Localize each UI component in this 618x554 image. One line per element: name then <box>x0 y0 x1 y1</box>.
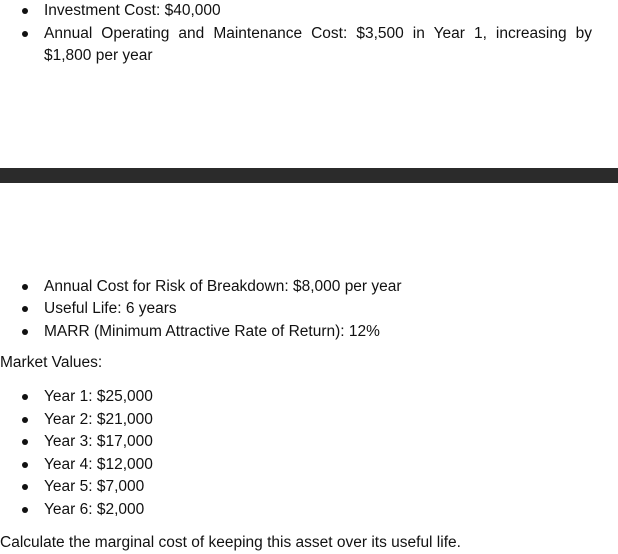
list-item <box>0 0 600 23</box>
bullet-icon <box>22 507 28 513</box>
list-item <box>0 454 153 477</box>
marr-text: MARR (Minimum Attractive Rate of Return): 12% <box>44 322 380 340</box>
list-item <box>0 298 402 320</box>
bullet-icon <box>22 394 28 400</box>
list-item <box>0 276 402 298</box>
breakdown-risk-text: Annual Cost for Risk of Breakdown: $8,000 per year <box>44 278 402 295</box>
market-values-list <box>0 386 153 522</box>
bullet-icon <box>22 306 28 312</box>
market-value-year-5: Year 5: $7,000 <box>44 478 145 496</box>
list-item <box>0 321 402 343</box>
bullet-icon <box>22 462 28 468</box>
list-item <box>0 476 153 499</box>
list-item <box>0 499 153 522</box>
operating-cost-text: Annual Operating and Maintenance Cost: $3,500 in Year 1, increasing by $1,800 per year <box>44 24 592 64</box>
list-item <box>0 431 153 454</box>
bullet-icon <box>22 484 28 490</box>
market-value-year-2: Year 2: $21,000 <box>44 410 153 428</box>
bullet-icon <box>22 8 28 14</box>
bullet-icon <box>22 284 28 290</box>
bullet-icon <box>22 439 28 445</box>
mid-bullet-list <box>0 276 402 343</box>
market-value-year-1: Year 1: $25,000 <box>44 388 153 405</box>
top-bullet-list <box>0 0 600 68</box>
list-item <box>0 409 153 432</box>
bullet-icon <box>22 417 28 423</box>
market-value-year-3: Year 3: $17,000 <box>44 433 153 451</box>
investment-cost-text: Investment Cost: $40,000 <box>44 2 221 19</box>
question-text: Calculate the marginal cost of keeping this asset over its useful life. <box>0 534 461 551</box>
page-divider-bar <box>0 168 618 183</box>
market-value-year-6: Year 6: $2,000 <box>44 500 145 518</box>
list-item <box>0 386 153 409</box>
useful-life-text: Useful Life: 6 years <box>44 300 177 318</box>
list-item <box>0 23 592 68</box>
market-values-heading: Market Values: <box>0 354 103 371</box>
market-value-year-4: Year 4: $12,000 <box>44 455 153 473</box>
bullet-icon <box>22 329 28 335</box>
bullet-icon <box>22 31 28 37</box>
